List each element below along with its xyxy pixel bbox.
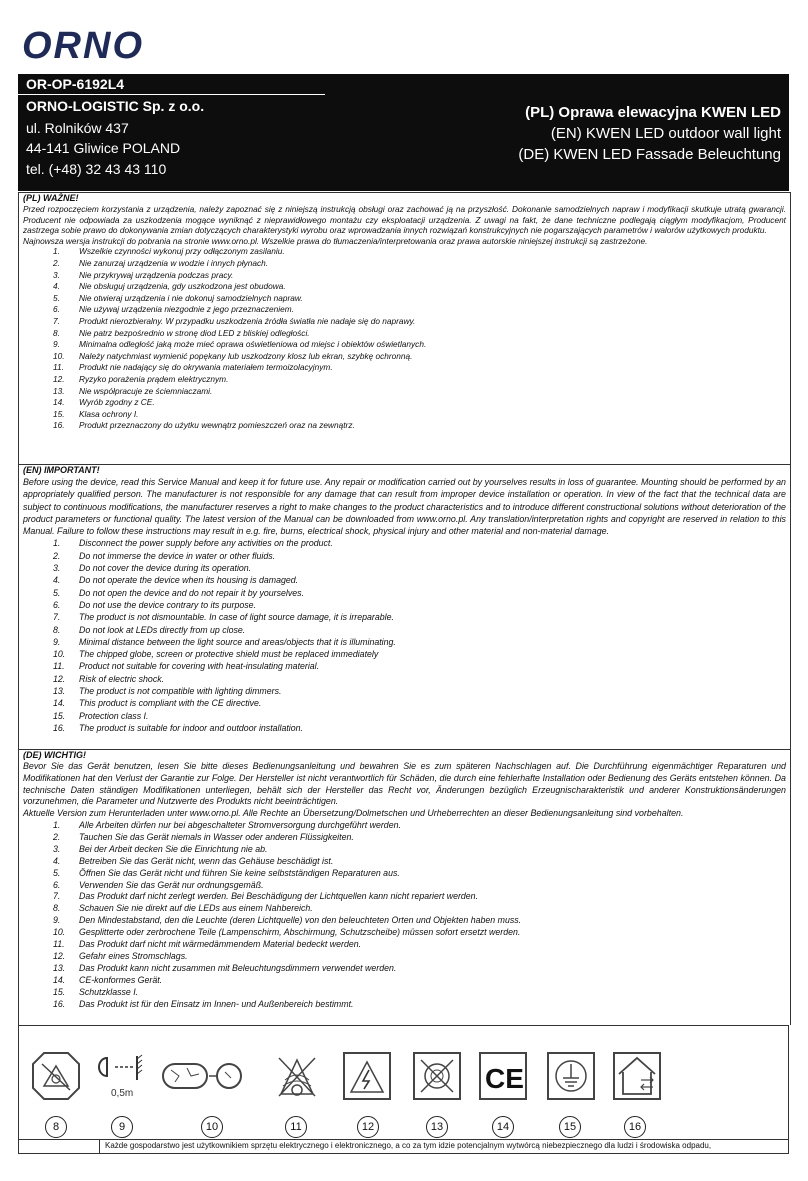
section-pl [19, 192, 790, 432]
svg-text:0,5m: 0,5m [111, 1088, 134, 1099]
section-pl-intro: Przed rozpoczęciem korzystania z urządzenia, należy zapoznać się z niniejszą instrukcją obsługi oraz zachować ją na przyszłość. Dokonanie samodzielnych napraw i modyfikacji skutkuje utratą gwarancji. Producent nie odpowiada za uszkodzenia mogące wyniknąć z nieprawidłowego montażu czy eksploatacji urządzenia. Z uwagi na fakt, że dane techniczne podlegają ciągłym modyfikacjom, Producent zastrzega sobie prawo do dokonywania zmian dotyczących charakterystyki wyrobu oraz wprowadzania innych rozwiązań konstrukcyjnych nie pogarszających parametrów i walorów użytkowych produktu. [23, 204, 786, 236]
section-pl-list [19, 246, 790, 432]
list-item: 4. Betreiben Sie das Gerät nicht, wenn das Gehäuse beschädigt ist. [53, 855, 334, 866]
list-item: 6. Nie używaj urządzenia niezgodnie z jego przeznaczeniem. [53, 304, 294, 315]
list-item: 1. Disconnect the power supply before any activities on the product. [53, 538, 333, 549]
list-item: 14. This product is compliant with the CE directive. [53, 698, 262, 709]
model-number: OR-OP-6192L4 [26, 76, 125, 92]
icon-number-14: 14 [492, 1116, 514, 1138]
list-item: 16. Das Produkt ist für den Einsatz im Innen- und Außenbereich bestimmt. [53, 998, 354, 1009]
company-info [18, 74, 325, 191]
section-en-list [19, 537, 790, 734]
list-item: 7. Produkt nierozbieralny. W przypadku uszkodzenia źródła światła nie nadaje się do naprawy. [53, 315, 416, 326]
list-item: 12. Gefahr eines Stromschlags. [53, 950, 188, 961]
company-street: ul. Rolników 437 [26, 120, 129, 136]
list-item: 16. Produkt przeznaczony do użytku wewnątrz pomieszczeń oraz na zewnątrz. [53, 420, 355, 431]
svg-text:ORNO: ORNO [22, 25, 144, 66]
icon-number-10: 10 [201, 1116, 223, 1138]
list-item: 7. The product is not dismountable. In case of light source damage, it is irreparable. [53, 612, 394, 623]
electric-shock-warning-icon [341, 1050, 393, 1102]
list-item: 2. Nie zanurzaj urządzenia w wodzie i innych płynach. [53, 257, 269, 268]
no-dimmer-icon [411, 1050, 463, 1102]
section-de-title: (DE) WICHTIG! [23, 750, 86, 760]
icon-number-11: 11 [285, 1116, 307, 1138]
minimum-distance-icon [97, 1050, 149, 1102]
icon-number-15: 15 [559, 1116, 581, 1138]
list-item: 14. Wyrób zgodny z CE. [53, 397, 155, 408]
list-item: 11. Product not suitable for covering with heat-insulating material. [53, 661, 320, 672]
list-item: 8. Schauen Sie nie direkt auf die LEDs aus einem Nahbereich. [53, 903, 313, 914]
company-name: ORNO-LOGISTIC Sp. z o.o. [26, 98, 205, 114]
list-item: 8. Nie patrz bezpośrednio w stronę diod LED z bliskiej odległości. [53, 327, 310, 338]
section-en-title: (EN) IMPORTANT! [23, 465, 100, 475]
ce-mark-icon [477, 1050, 529, 1102]
list-item: 13. Nie współpracuje ze ściemniaczami. [53, 385, 213, 396]
list-item: 5. Nie otwieraj urządzenia i nie dokonuj samodzielnych napraw. [53, 292, 303, 303]
list-item: 3. Bei der Arbeit decken Sie die Einrichtung nie ab. [53, 843, 268, 854]
list-item: 13. Das Produkt kann nicht zusammen mit Beleuchtungsdimmern verwendet werden. [53, 962, 397, 973]
list-item: 6. Verwenden Sie das Gerät nur ordnungsgemäß. [53, 879, 264, 890]
list-item: 5. Öffnen Sie das Gerät nicht und führen Sie keine selbstständigen Reparaturen aus. [53, 867, 400, 878]
list-item: 14. CE-konformes Gerät. [53, 974, 163, 985]
list-item: 11. Produkt nie nadający się do okrywania materiałem termoizolacyjnym. [53, 362, 333, 373]
list-item: 15. Klasa ochrony I. [53, 408, 139, 419]
list-item: 5. Do not open the device and do not repair it by yourselves. [53, 587, 304, 598]
section-de [19, 749, 790, 1010]
icon-number-16: 16 [624, 1116, 646, 1138]
list-item: 9. Minimalna odległość jaką może mieć oprawa oświetleniowa od miejsc i obiektów oświetlanych. [53, 339, 427, 350]
icon-number-12: 12 [357, 1116, 379, 1138]
list-item: 15. Schutzklasse I. [53, 986, 139, 997]
protection-class-i-icon [545, 1050, 597, 1102]
section-de-intro2: Aktuelle Version zum Herunterladen unter www.orno.pl. Alle Rechte an Übersetzung/Dolmetschen und Urheberrechten an dieser Bedienungsanleitung sind vorbehalten. [23, 808, 684, 819]
list-item: 4. Do not operate the device when its housing is damaged. [53, 575, 299, 586]
icon-number-13: 13 [426, 1116, 448, 1138]
replace-cracked-glass-icon [161, 1050, 245, 1102]
list-item: 2. Do not immerse the device in water or other fluids. [53, 550, 276, 561]
list-item: 3. Do not cover the device during its operation. [53, 563, 252, 574]
list-item: 13. The product is not compatible with lighting dimmers. [53, 686, 282, 697]
icon-number-9: 9 [111, 1116, 133, 1138]
orno-logo [20, 24, 190, 66]
section-pl-intro2: Najnowsza wersja instrukcji do pobrania na stronie www.orno.pl. Wszelkie prawa do tłumaczenia/interpretowania oraz prawa autorskie niniejszej instrukcji są zastrzeżone. [23, 235, 648, 246]
instructions-content [18, 192, 791, 1025]
list-item: 9. Minimal distance between the light source and areas/objects that it is illuminating. [53, 636, 396, 647]
no-look-led-icon [30, 1050, 82, 1102]
list-item: 4. Nie obsługuj urządzenia, gdy uszkodzona jest obudowa. [53, 281, 286, 292]
footer-notice [18, 1140, 789, 1154]
list-item: 12. Ryzyko porażenia prądem elektrycznym. [53, 373, 229, 384]
company-phone: tel. (+48) 32 43 43 110 [26, 161, 167, 177]
list-item: 16. The product is suitable for indoor and outdoor installation. [53, 722, 303, 733]
svg-text:CE: CE [485, 1063, 524, 1094]
product-titles [518, 102, 781, 165]
product-header [18, 74, 789, 191]
icon-number-8: 8 [45, 1116, 67, 1138]
list-item: 12. Risk of electric shock. [53, 673, 165, 684]
list-item: 2. Tauchen Sie das Gerät niemals in Wasser oder anderen Flüssigkeiten. [53, 831, 354, 842]
title-en: (EN) KWEN LED outdoor wall light [550, 125, 781, 142]
list-item: 6. Do not use the device contrary to its purpose. [53, 599, 257, 610]
model-number-cell [18, 74, 325, 95]
section-de-list [19, 820, 790, 1011]
indoor-outdoor-icon [611, 1050, 663, 1102]
section-en [19, 464, 790, 734]
list-item: 15. Protection class I. [53, 710, 149, 721]
list-item: 11. Das Produkt darf nicht mit wärmedämmendem Material bedeckt werden. [53, 939, 362, 950]
footer-weee-cell [19, 1140, 100, 1153]
list-item: 9. Den Mindestabstand, den die Leuchte (deren Lichtquelle) von den beleuchteten Orten und Objekten haben muss. [53, 915, 522, 926]
safety-icons-row [18, 1025, 789, 1140]
title-pl: (PL) Oprawa elewacyjna KWEN LED [525, 104, 781, 121]
list-item: 7. Das Produkt darf nicht zerlegt werden. Bei Beschädigung der Lichtquellen kann nicht repariert werden. [53, 891, 479, 902]
list-item: 10. Gesplitterte oder zerbrochene Teile (Lampenschirm, Abschirmung, Schutzscheibe) müssen sofort ersetzt werden. [53, 927, 521, 938]
list-item: 1. Wszelkie czynności wykonuj przy odłączonym zasilaniu. [53, 246, 285, 257]
list-item: 8. Do not look at LEDs directly from up close. [53, 624, 246, 635]
list-item: 1. Alle Arbeiten dürfen nur bei abgeschalteter Stromversorgung durchgeführt werden. [53, 819, 401, 830]
list-item: 10. The chipped globe, screen or protective shield must be replaced immediately [53, 649, 379, 660]
title-de: (DE) KWEN LED Fassade Beleuchtung [518, 146, 781, 163]
section-en-intro: Before using the device, read this Service Manual and keep it for future use. Any repair or modification carried out by yourselves results in loss of guarantee. Mounting should be performed by an appropriately qualified person. The manufacturer is not responsible for any damage that can result from improper device installation or operation. In view of the fact that the technical data are subject to continuous modifications, the manufacturer reserves a right to make changes to the product characteristics and to introduce different constructional solutions without deterioration of the product parameters or functional quality. The latest version of the Manual can be downloaded from www.orno.pl. Any translation/interpretation rights and copyright are reserved in relation to this Manual. Failure to follow these instructions may result in e.g. fire, burns, electrical shock, physical injury and other material and non-material damage. [23, 477, 786, 537]
company-city: 44-141 Gliwice POLAND [26, 140, 181, 156]
no-insulation-cover-icon [271, 1050, 323, 1102]
section-pl-title: (PL) WAŻNE! [23, 193, 79, 203]
footer-weee-text: Każde gospodarstwo jest użytkownikiem sprzętu elektrycznego i elektronicznego, a co za tym idzie potencjalnym wytwórcą niebezpiecznego dla ludzi i środowiska odpadu, [105, 1141, 712, 1150]
list-item: 10. Należy natychmiast wymienić popękany lub uszkodzony klosz lub ekran, szybkę ochronną. [53, 350, 413, 361]
list-item: 3. Nie przykrywaj urządzenia podczas pracy. [53, 269, 234, 280]
section-de-intro: Bevor Sie das Gerät benutzen, lesen Sie bitte dieses Bedienungsanleitung und bewahren Sie es zum späteren Nachschlagen auf. Die Durchführung eigenmächtiger Reparaturen und Modifikationen hat den Verlust der Garantie zur Folge. Der Hersteller ist nicht verantwortlich für Schäden, die durch eine fehlerhafte Installation oder Bedienung des Geräts entstehen können. Da technische Daten ständigen Modifikationen unterliegen, behält sich der Hersteller das Recht vor, Änderungen bezüglich Erzeugnischarakteristik und anderer Konstruktionsänderungen vorzunehmen, die Parameter und Nutzwerte des Produkts nicht beeinträchtigen. [23, 761, 786, 807]
